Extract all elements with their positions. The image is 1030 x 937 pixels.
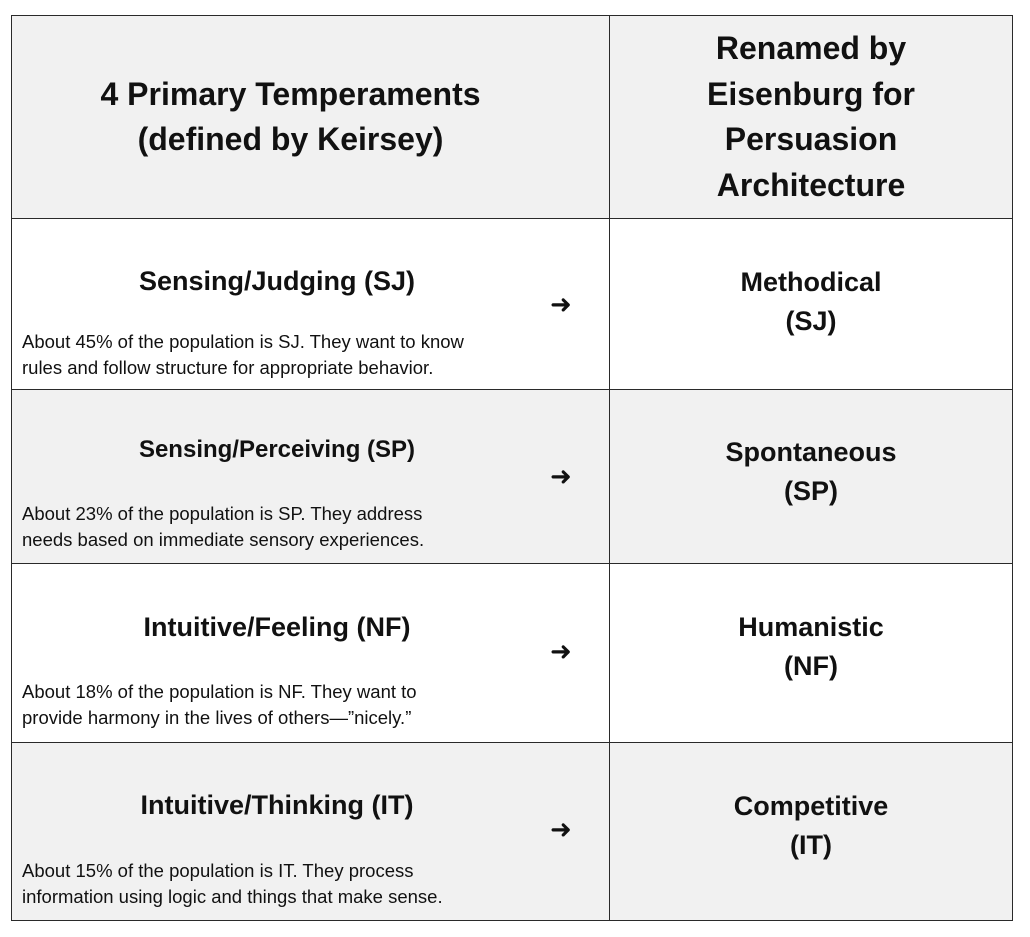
- arrow-right-icon: ➜: [550, 637, 572, 667]
- table-row-sp-renamed: [610, 390, 1012, 564]
- table-row-it-temperament: [12, 743, 610, 920]
- temperament-name: Sensing/Perceiving (SP): [138, 436, 416, 463]
- temperament-description: About 45% of the population is SJ. They want to know rules and follow structure for appropriate behavior.: [22, 331, 464, 378]
- header-cell-temperaments: [12, 16, 610, 219]
- temperament-description: About 23% of the population is SP. They address needs based on immediate sensory experiences.: [22, 503, 425, 550]
- renamed-temperament: Competitive (IT): [733, 791, 889, 860]
- temperament-description: About 18% of the population is NF. They want to provide harmony in the lives of others—”nicely.”: [22, 681, 417, 728]
- header-title-renamed: Renamed by Eisenburg for Persuasion Architecture: [706, 30, 915, 203]
- table-row-it-renamed: [610, 743, 1012, 920]
- renamed-temperament: Spontaneous (SP): [725, 437, 897, 506]
- table-row-nf-renamed: [610, 564, 1012, 743]
- renamed-temperament: Humanistic (NF): [738, 612, 884, 681]
- temperament-name: Sensing/Judging (SJ): [138, 266, 415, 296]
- table-row-sp-temperament: [12, 390, 610, 564]
- header-cell-renamed: [610, 16, 1012, 219]
- temperaments-table: [11, 15, 1013, 921]
- table-row-nf-temperament: [12, 564, 610, 743]
- arrow-right-icon: ➜: [550, 290, 572, 320]
- temperament-name: Intuitive/Thinking (IT): [140, 790, 414, 820]
- arrow-right-icon: ➜: [550, 462, 572, 492]
- table-row-sj-renamed: [610, 219, 1012, 390]
- renamed-temperament: Methodical (SJ): [740, 267, 882, 336]
- header-title-temperaments: 4 Primary Temperaments (defined by Keirsey): [100, 76, 481, 157]
- arrow-right-icon: ➜: [550, 815, 572, 845]
- table-row-sj-temperament: [12, 219, 610, 390]
- temperament-name: Intuitive/Feeling (NF): [143, 612, 411, 642]
- temperament-description: About 15% of the population is IT. They process information using logic and things that make sense.: [22, 860, 443, 907]
